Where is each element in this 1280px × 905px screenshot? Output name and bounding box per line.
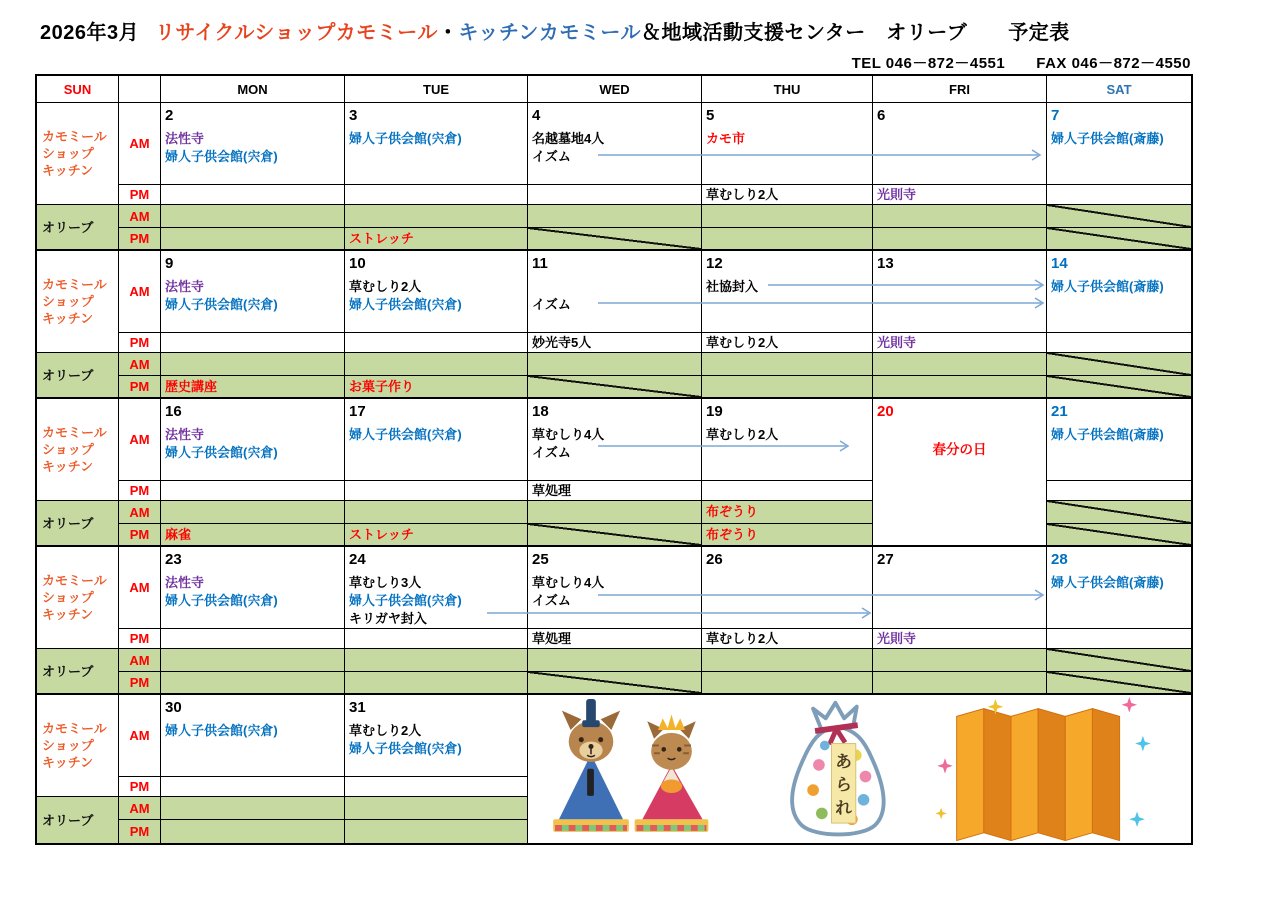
- day-10-pm-cell: [345, 333, 528, 353]
- day-12-pm-cell: [702, 333, 873, 353]
- am-event: イズム: [532, 593, 571, 608]
- olive-am-cell-day-18: [528, 501, 702, 524]
- date-number: 21: [1051, 403, 1068, 420]
- olive-am-row-label: [119, 501, 161, 524]
- olive-am-cell-day-10: [345, 353, 528, 376]
- date-number: 6: [877, 107, 886, 124]
- shop-row-label: [37, 547, 119, 649]
- day-23-am-cell: [161, 547, 345, 629]
- am-event: 婦人子供会館(宍倉): [165, 723, 278, 738]
- shop-row-label: [37, 695, 119, 797]
- title-recycle-shop: リサイクルショップカモミール: [155, 22, 438, 44]
- olive-am-event: 布ぞうり: [706, 504, 759, 519]
- olive-am-cell-day-14: [1047, 353, 1191, 376]
- olive-pm-cell-day-5: [702, 228, 873, 251]
- am-event: 名越墓地4人: [532, 131, 605, 146]
- olive-pm-cell-day-14: [1047, 376, 1191, 399]
- day-31-am-cell: [345, 695, 528, 777]
- am-event: 草むしり4人: [532, 427, 605, 442]
- pm-event: 草むしり2人: [706, 186, 779, 202]
- olive-pm-event: 麻雀: [165, 526, 192, 542]
- date-number: 24: [349, 551, 366, 568]
- date-number: 23: [165, 551, 182, 568]
- shop-label-line: キッチン: [42, 163, 94, 178]
- am-row-label: [119, 695, 161, 777]
- olive-label: オリーブ: [42, 515, 94, 531]
- day-3-am-cell: [345, 103, 528, 185]
- am-label: AM: [129, 800, 150, 816]
- am-event: イズム: [532, 297, 571, 312]
- pm-event: 光則寺: [877, 630, 917, 646]
- pm-label: PM: [129, 187, 150, 202]
- date-number: 18: [532, 403, 549, 420]
- pm-event: 草処理: [532, 630, 572, 646]
- shop-label-line: ショップ: [42, 294, 94, 309]
- date-number: 16: [165, 403, 182, 420]
- olive-am-cell-day-12: [702, 353, 873, 376]
- pm-row-label: [119, 333, 161, 353]
- olive-pm-cell-day-30: [161, 820, 345, 843]
- day-19-am-cell: [702, 399, 873, 481]
- pm-event: 光則寺: [877, 186, 917, 202]
- olive-am-cell-day-21: [1047, 501, 1191, 524]
- olive-pm-cell-day-28: [1047, 672, 1191, 695]
- day-31-pm-cell: [345, 777, 528, 797]
- date-number: 2: [165, 107, 174, 124]
- olive-pm-event: お菓子作り: [349, 378, 415, 394]
- olive-am-row-label: [119, 797, 161, 820]
- day-30-am-cell: [161, 695, 345, 777]
- am-event: 婦人子供会館(宍倉): [349, 131, 462, 146]
- day-25-pm-cell: [528, 629, 702, 649]
- am-label: AM: [129, 728, 150, 743]
- olive-pm-cell-day-16: [161, 524, 345, 547]
- am-label: AM: [129, 356, 150, 372]
- olive-am-cell-day-24: [345, 649, 528, 672]
- am-label: AM: [129, 284, 150, 299]
- day-21-am-cell: [1047, 399, 1191, 481]
- date-number: 25: [532, 551, 549, 568]
- olive-pm-row-label: [119, 672, 161, 695]
- date-number: 9: [165, 255, 174, 272]
- pm-event: 草むしり2人: [706, 334, 779, 350]
- hinamatsuri-artwork: [531, 697, 1187, 841]
- olive-pm-cell-day-27: [873, 672, 1047, 695]
- day-9-pm-cell: [161, 333, 345, 353]
- header-cell-wed: [528, 76, 702, 103]
- olive-label: オリーブ: [42, 663, 94, 679]
- pm-label: PM: [129, 527, 150, 542]
- olive-pm-cell-day-3: [345, 228, 528, 251]
- day-18-am-cell: [528, 399, 702, 481]
- header-cell-spacer: [119, 76, 161, 103]
- olive-label: オリーブ: [42, 812, 94, 828]
- day-5-pm-cell: [702, 185, 873, 205]
- header-cell-fri: [873, 76, 1047, 103]
- shop-label-line: カモミール: [42, 277, 107, 292]
- day-21-pm-cell: [1047, 481, 1191, 501]
- am-event: 草むしり2人: [706, 427, 779, 442]
- day-4-pm-cell: [528, 185, 702, 205]
- olive-am-row-label: [119, 353, 161, 376]
- header-label: WED: [599, 81, 630, 97]
- am-event: 婦人子供会館(斎藤): [1051, 279, 1164, 294]
- shop-label-line: ショップ: [42, 738, 94, 753]
- arare-bag-illustration: [793, 703, 884, 835]
- pm-row-label: [119, 481, 161, 501]
- title-kitchen: キッチンカモミール: [458, 22, 642, 44]
- am-event: カモ市: [706, 131, 746, 146]
- header-label: FRI: [949, 81, 970, 97]
- shop-row-label: [37, 251, 119, 353]
- day-7-am-cell: [1047, 103, 1191, 185]
- olive-am-cell-day-2: [161, 205, 345, 228]
- am-event: 婦人子供会館(斎藤): [1051, 427, 1164, 442]
- olive-label: オリーブ: [42, 367, 94, 383]
- olive-pm-event: 布ぞうり: [706, 526, 759, 542]
- date-number: 20: [877, 403, 894, 420]
- day-11-pm-cell: [528, 333, 702, 353]
- date-number: 4: [532, 107, 541, 124]
- holiday-name: 春分の日: [932, 442, 987, 457]
- olive-am-cell-day-23: [161, 649, 345, 672]
- am-event: 婦人子供会館(宍倉): [349, 593, 462, 608]
- olive-am-cell-day-16: [161, 501, 345, 524]
- olive-pm-row-label: [119, 376, 161, 399]
- olive-pm-cell-day-21: [1047, 524, 1191, 547]
- day-13-am-cell: [873, 251, 1047, 333]
- hina-cat-doll-illustration: [635, 715, 709, 832]
- am-event: 婦人子供会館(斎藤): [1051, 131, 1164, 146]
- header-label: SAT: [1106, 81, 1132, 97]
- day-13-pm-cell: [873, 333, 1047, 353]
- am-event: 法性寺: [165, 427, 205, 442]
- pm-label: PM: [129, 631, 150, 646]
- pm-event: 妙光寺5人: [532, 334, 592, 350]
- olive-am-cell-day-9: [161, 353, 345, 376]
- contact-info: TEL 046－872－4551 FAX 046－872－4550: [851, 55, 1191, 72]
- olive-pm-cell-day-7: [1047, 228, 1191, 251]
- pm-label: PM: [129, 675, 150, 690]
- olive-pm-cell-day-18: [528, 524, 702, 547]
- pm-row-label: [119, 777, 161, 797]
- olive-am-cell-day-17: [345, 501, 528, 524]
- am-row-label: [119, 547, 161, 629]
- olive-am-cell-day-4: [528, 205, 702, 228]
- am-event: 法性寺: [165, 279, 205, 294]
- am-event: 婦人子供会館(宍倉): [165, 445, 278, 460]
- shop-label-line: ショップ: [42, 146, 94, 161]
- olive-pm-event: ストレッチ: [349, 526, 414, 542]
- olive-am-cell-day-31: [345, 797, 528, 820]
- am-event: [532, 278, 697, 296]
- am-event: 婦人子供会館(宍倉): [349, 741, 462, 756]
- am-label: AM: [129, 208, 150, 224]
- gold-folding-screen-illustration: [936, 697, 1151, 841]
- date-number: 5: [706, 107, 715, 124]
- day-14-am-cell: [1047, 251, 1191, 333]
- am-event: 草むしり3人: [349, 575, 422, 590]
- olive-pm-cell-day-2: [161, 228, 345, 251]
- am-event: 法性寺: [165, 575, 205, 590]
- am-event: 社協封入: [706, 279, 759, 294]
- shop-label-line: ショップ: [42, 590, 94, 605]
- olive-row-label: [37, 797, 119, 843]
- date-number: 17: [349, 403, 366, 420]
- date-number: 27: [877, 551, 894, 568]
- olive-am-cell-day-19: [702, 501, 873, 524]
- olive-pm-cell-day-13: [873, 376, 1047, 399]
- date-number: 13: [877, 255, 894, 272]
- day-6-pm-cell: [873, 185, 1047, 205]
- shop-row-label: [37, 103, 119, 205]
- pm-label: PM: [129, 483, 150, 498]
- title-month: 2026年3月: [40, 22, 140, 44]
- pm-event: 草むしり2人: [706, 630, 779, 646]
- am-event: イズム: [532, 149, 571, 164]
- day-12-am-cell: [702, 251, 873, 333]
- day-17-am-cell: [345, 399, 528, 481]
- hinamatsuri-illustration: [528, 695, 1191, 843]
- am-event: 婦人子供会館(斎藤): [1051, 575, 1164, 590]
- am-event: キリガヤ封入: [349, 611, 427, 626]
- header-label: MON: [237, 81, 268, 97]
- day-14-pm-cell: [1047, 333, 1191, 353]
- olive-am-cell-day-3: [345, 205, 528, 228]
- am-label: AM: [129, 580, 150, 595]
- olive-am-cell-day-7: [1047, 205, 1191, 228]
- am-event: 婦人子供会館(宍倉): [349, 427, 462, 442]
- olive-am-cell-day-25: [528, 649, 702, 672]
- olive-pm-row-label: [119, 228, 161, 251]
- olive-pm-event: ストレッチ: [349, 230, 414, 246]
- pm-row-label: [119, 629, 161, 649]
- date-number: 19: [706, 403, 723, 420]
- day-2-am-cell: [161, 103, 345, 185]
- am-event: 婦人子供会館(宍倉): [165, 297, 278, 312]
- am-event: イズム: [532, 445, 571, 460]
- title-olive-center: ＆地域活動支援センター オリーブ 予定表: [641, 22, 1070, 44]
- am-event: 草むしり2人: [349, 279, 422, 294]
- date-number: 28: [1051, 551, 1068, 568]
- header-cell-sun: [37, 76, 119, 103]
- day-23-pm-cell: [161, 629, 345, 649]
- olive-pm-cell-day-17: [345, 524, 528, 547]
- day-24-pm-cell: [345, 629, 528, 649]
- am-label: AM: [129, 652, 150, 668]
- shop-label-line: ショップ: [42, 442, 94, 457]
- pm-row-label: [119, 185, 161, 205]
- olive-pm-cell-day-31: [345, 820, 528, 843]
- day-17-pm-cell: [345, 481, 528, 501]
- day-19-pm-cell: [702, 481, 873, 501]
- olive-pm-cell-day-6: [873, 228, 1047, 251]
- am-event: 草むしり4人: [532, 575, 605, 590]
- pm-label: PM: [129, 379, 150, 394]
- olive-pm-cell-day-11: [528, 376, 702, 399]
- header-label: TUE: [423, 81, 449, 97]
- holiday-cell-day-20: [873, 399, 1047, 547]
- pm-label: PM: [129, 335, 150, 350]
- olive-pm-cell-day-24: [345, 672, 528, 695]
- shop-label-line: キッチン: [42, 755, 94, 770]
- arare-label-char: ら: [835, 776, 853, 795]
- pm-label: PM: [129, 824, 150, 839]
- day-24-am-cell: [345, 547, 528, 629]
- day-25-am-cell: [528, 547, 702, 629]
- olive-pm-cell-day-19: [702, 524, 873, 547]
- header-cell-sat: [1047, 76, 1191, 103]
- am-event: 婦人子供会館(宍倉): [165, 593, 278, 608]
- header-cell-thu: [702, 76, 873, 103]
- header-cell-mon: [161, 76, 345, 103]
- date-number: 31: [349, 699, 366, 716]
- day-10-am-cell: [345, 251, 528, 333]
- olive-row-label: [37, 501, 119, 547]
- day-28-pm-cell: [1047, 629, 1191, 649]
- schedule-table: [35, 74, 1193, 845]
- am-label: AM: [129, 432, 150, 447]
- title-separator: ・: [437, 22, 459, 44]
- header-label: THU: [773, 81, 801, 97]
- date-number: 3: [349, 107, 358, 124]
- olive-am-cell-day-26: [702, 649, 873, 672]
- header-cell-tue: [345, 76, 528, 103]
- day-27-pm-cell: [873, 629, 1047, 649]
- date-number: 26: [706, 551, 723, 568]
- olive-pm-cell-day-25: [528, 672, 702, 695]
- day-6-am-cell: [873, 103, 1047, 185]
- day-30-pm-cell: [161, 777, 345, 797]
- am-event: 婦人子供会館(宍倉): [165, 149, 278, 164]
- olive-am-cell-day-11: [528, 353, 702, 376]
- day-11-am-cell: [528, 251, 702, 333]
- day-26-am-cell: [702, 547, 873, 629]
- am-row-label: [119, 103, 161, 185]
- day-27-am-cell: [873, 547, 1047, 629]
- olive-row-label: [37, 205, 119, 251]
- olive-pm-cell-day-4: [528, 228, 702, 251]
- day-28-am-cell: [1047, 547, 1191, 629]
- am-row-label: [119, 399, 161, 481]
- olive-pm-cell-day-9: [161, 376, 345, 399]
- date-number: 7: [1051, 107, 1060, 124]
- shop-label-line: カモミール: [42, 573, 107, 588]
- shop-label-line: カモミール: [42, 425, 107, 440]
- day-9-am-cell: [161, 251, 345, 333]
- olive-am-cell-day-6: [873, 205, 1047, 228]
- am-event: 法性寺: [165, 131, 205, 146]
- olive-am-cell-day-30: [161, 797, 345, 820]
- olive-pm-cell-day-26: [702, 672, 873, 695]
- hina-dog-doll-illustration: [553, 699, 629, 832]
- date-number: 11: [532, 255, 548, 272]
- day-2-pm-cell: [161, 185, 345, 205]
- date-number: 30: [165, 699, 182, 716]
- olive-pm-row-label: [119, 820, 161, 843]
- olive-row-label: [37, 649, 119, 695]
- day-16-am-cell: [161, 399, 345, 481]
- olive-am-cell-day-5: [702, 205, 873, 228]
- day-26-pm-cell: [702, 629, 873, 649]
- day-18-pm-cell: [528, 481, 702, 501]
- olive-am-row-label: [119, 649, 161, 672]
- pm-label: PM: [129, 779, 150, 794]
- shop-label-line: カモミール: [42, 129, 107, 144]
- day-16-pm-cell: [161, 481, 345, 501]
- date-number: 12: [706, 255, 723, 272]
- pm-label: PM: [129, 231, 150, 246]
- olive-label: オリーブ: [42, 219, 94, 235]
- olive-pm-cell-day-23: [161, 672, 345, 695]
- am-label: AM: [129, 504, 150, 520]
- page-title: [40, 16, 1070, 45]
- arare-label-char: あ: [835, 753, 853, 772]
- day-5-am-cell: [702, 103, 873, 185]
- olive-pm-cell-day-10: [345, 376, 528, 399]
- olive-row-label: [37, 353, 119, 399]
- pm-event: 光則寺: [877, 334, 917, 350]
- am-event: 草むしり2人: [349, 723, 422, 738]
- olive-am-cell-day-27: [873, 649, 1047, 672]
- olive-am-cell-day-13: [873, 353, 1047, 376]
- shop-label-line: カモミール: [42, 721, 107, 736]
- olive-pm-cell-day-12: [702, 376, 873, 399]
- am-label: AM: [129, 136, 150, 151]
- shop-label-line: キッチン: [42, 459, 94, 474]
- shop-label-line: キッチン: [42, 311, 94, 326]
- am-row-label: [119, 251, 161, 333]
- am-event: 婦人子供会館(宍倉): [349, 297, 462, 312]
- day-4-am-cell: [528, 103, 702, 185]
- olive-am-row-label: [119, 205, 161, 228]
- olive-am-cell-day-28: [1047, 649, 1191, 672]
- shop-label-line: キッチン: [42, 607, 94, 622]
- date-number: 14: [1051, 255, 1068, 272]
- arare-label-char: れ: [835, 799, 853, 818]
- shop-row-label: [37, 399, 119, 501]
- day-7-pm-cell: [1047, 185, 1191, 205]
- date-number: 10: [349, 255, 366, 272]
- olive-pm-event: 歴史講座: [165, 378, 218, 394]
- olive-pm-row-label: [119, 524, 161, 547]
- header-label: SUN: [63, 81, 92, 97]
- pm-event: 草処理: [532, 482, 572, 498]
- day-3-pm-cell: [345, 185, 528, 205]
